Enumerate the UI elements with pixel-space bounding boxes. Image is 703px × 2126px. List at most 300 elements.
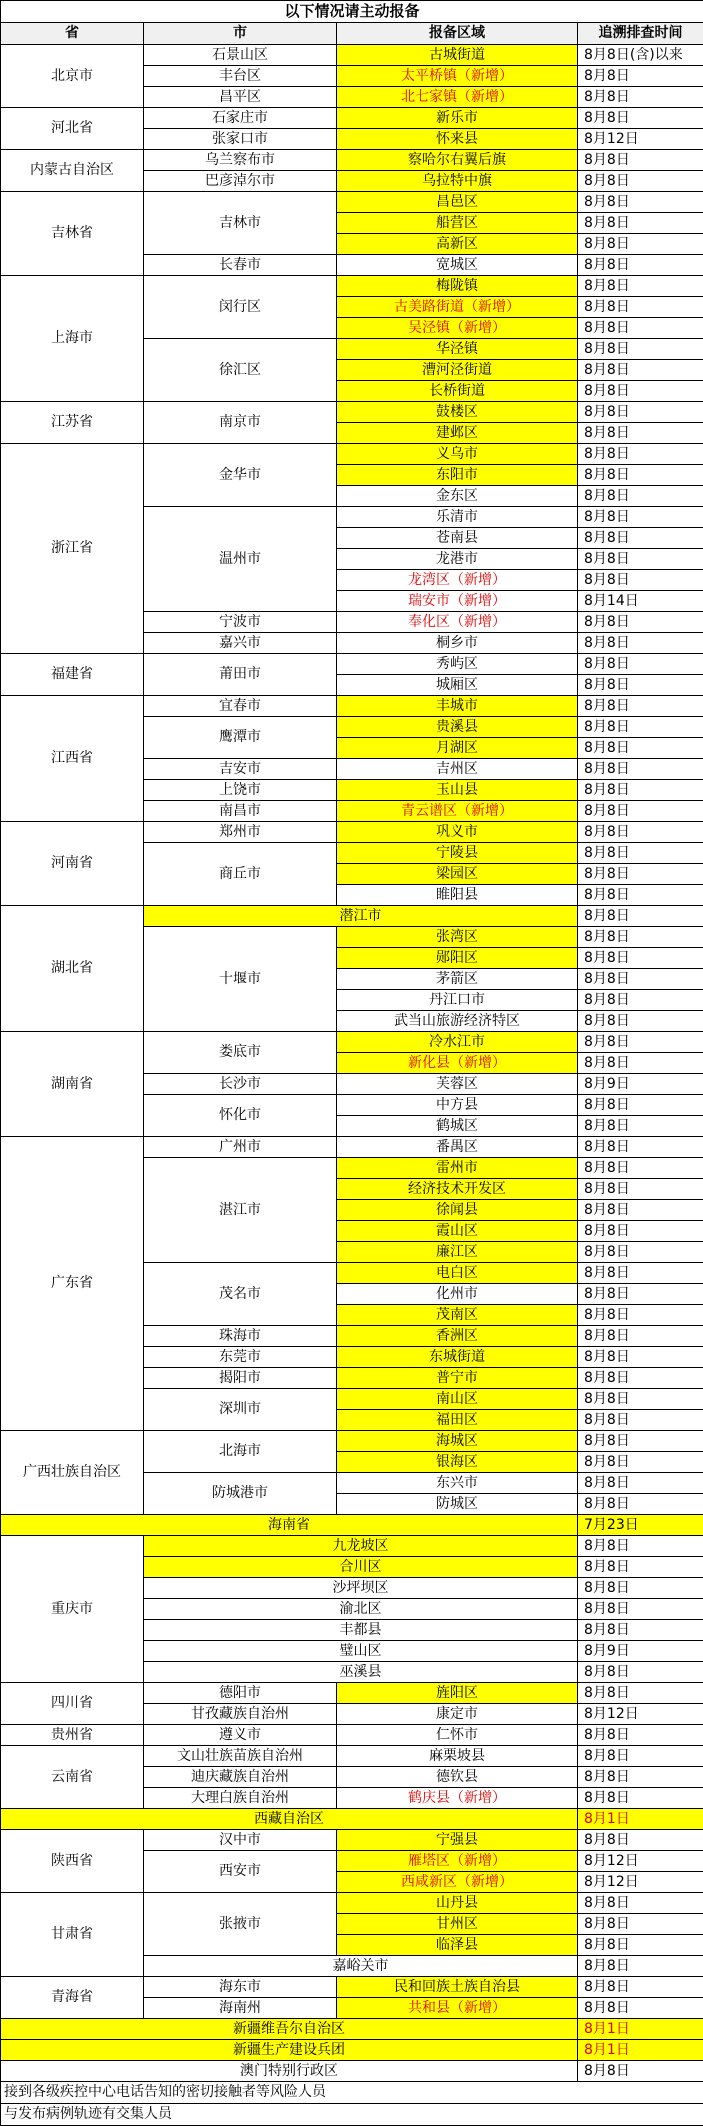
table-row	[1, 150, 703, 171]
header-row	[1, 23, 703, 45]
city-cell: 海东市	[144, 1977, 337, 1998]
city-cell: 南昌市	[144, 801, 337, 822]
table-row	[1, 1683, 703, 1704]
area-cell: 金东区	[337, 486, 578, 507]
time-cell: 8月8日	[578, 906, 703, 927]
area-cell: 梁园区	[337, 864, 578, 885]
table-row	[1, 2061, 703, 2082]
time-cell: 8月8日	[578, 1116, 703, 1137]
page-title: 以下情况请主动报备	[1, 1, 703, 23]
area-cell: 龙湾区（新增）	[337, 570, 578, 591]
time-cell: 8月8日	[578, 213, 703, 234]
time-cell: 8月8日	[578, 1221, 703, 1242]
area-cell: 玉山县	[337, 780, 578, 801]
area-cell: 新乐市	[337, 108, 578, 129]
area-cell: 古美路街道（新增）	[337, 297, 578, 318]
time-cell: 8月8日	[578, 1179, 703, 1200]
area-cell: 宽城区	[337, 255, 578, 276]
table-row	[1, 1893, 703, 1914]
time-cell: 8月8日	[578, 171, 703, 192]
time-cell: 8月8日	[578, 1956, 703, 1977]
area-cell: 昌邑区	[337, 192, 578, 213]
city-cell: 甘孜藏族自治州	[144, 1704, 337, 1725]
time-cell: 8月8日	[578, 297, 703, 318]
table-row	[1, 402, 703, 423]
city-cell: 北海市	[144, 1431, 337, 1473]
city-cell: 金华市	[144, 444, 337, 507]
city-cell: 广州市	[144, 1137, 337, 1158]
province-cell: 陕西省	[1, 1830, 144, 1893]
area-cell: 电白区	[337, 1263, 578, 1284]
table-row	[1, 1032, 703, 1053]
time-cell: 8月8日	[578, 192, 703, 213]
table-row	[1, 1137, 703, 1158]
time-cell: 8月8日(含)以来	[578, 45, 703, 66]
time-cell: 8月12日	[578, 1851, 703, 1872]
time-cell: 8月8日	[578, 360, 703, 381]
time-cell: 8月8日	[578, 1347, 703, 1368]
time-cell: 8月1日	[578, 2019, 703, 2040]
area-cell: 高新区	[337, 234, 578, 255]
time-cell: 8月8日	[578, 402, 703, 423]
city-cell: 娄底市	[144, 1032, 337, 1074]
city-cell: 巴彦淖尔市	[144, 171, 337, 192]
area-cell: 吉州区	[337, 759, 578, 780]
table-row	[1, 444, 703, 465]
time-cell: 8月8日	[578, 486, 703, 507]
city-cell: 吉林市	[144, 192, 337, 255]
city-cell: 湛江市	[144, 1158, 337, 1263]
table-row	[1, 1809, 703, 1830]
time-cell: 8月8日	[578, 1494, 703, 1515]
time-cell: 8月8日	[578, 1410, 703, 1431]
area-cell: 雁塔区（新增）	[337, 1851, 578, 1872]
area-cell: 番禺区	[337, 1137, 578, 1158]
note-text: 与发布病例轨迹有交集人员	[1, 2104, 703, 2126]
city-cell: 石家庄市	[144, 108, 337, 129]
time-cell: 8月8日	[578, 1053, 703, 1074]
time-cell: 8月8日	[578, 1263, 703, 1284]
city-cell: 莆田市	[144, 654, 337, 696]
city-cell: 嘉峪关市	[144, 1956, 578, 1977]
time-cell: 8月8日	[578, 927, 703, 948]
area-cell: 苍南县	[337, 528, 578, 549]
city-cell: 张家口市	[144, 129, 337, 150]
time-cell: 8月8日	[578, 1389, 703, 1410]
area-cell: 中方县	[337, 1095, 578, 1116]
table-row	[1, 276, 703, 297]
city-cell: 闵行区	[144, 276, 337, 339]
city-cell: 石景山区	[144, 45, 337, 66]
time-cell: 8月8日	[578, 1326, 703, 1347]
province-cell: 河南省	[1, 822, 144, 906]
province-cell: 贵州省	[1, 1725, 144, 1746]
time-cell: 8月8日	[578, 843, 703, 864]
province-cell: 河北省	[1, 108, 144, 150]
area-cell: 宁强县	[337, 1830, 578, 1851]
area-cell: 茅箭区	[337, 969, 578, 990]
city-cell: 十堰市	[144, 927, 337, 1032]
area-cell: 康定市	[337, 1704, 578, 1725]
province-cell: 吉林省	[1, 192, 144, 276]
time-cell: 8月8日	[578, 381, 703, 402]
time-cell: 8月8日	[578, 738, 703, 759]
table-row	[1, 192, 703, 213]
table-row	[1, 45, 703, 66]
area-cell: 徐闻县	[337, 1200, 578, 1221]
area-cell: 宁陵县	[337, 843, 578, 864]
time-cell: 8月1日	[578, 1809, 703, 1830]
time-cell: 8月8日	[578, 1746, 703, 1767]
city-cell: 珠海市	[144, 1326, 337, 1347]
time-cell: 8月8日	[578, 1536, 703, 1557]
time-cell: 8月8日	[578, 1431, 703, 1452]
time-cell: 8月8日	[578, 1914, 703, 1935]
area-cell: 香洲区	[337, 1326, 578, 1347]
time-cell: 7月23日	[578, 1515, 703, 1536]
city-cell: 南京市	[144, 402, 337, 444]
area-cell: 西咸新区（新增）	[337, 1872, 578, 1893]
time-cell: 8月8日	[578, 1200, 703, 1221]
time-cell: 8月8日	[578, 1578, 703, 1599]
province-cell: 云南省	[1, 1746, 144, 1809]
area-cell: 月湖区	[337, 738, 578, 759]
province-cell: 浙江省	[1, 444, 144, 654]
city-cell: 九龙坡区	[144, 1536, 578, 1557]
area-cell: 仁怀市	[337, 1725, 578, 1746]
table-row	[1, 1746, 703, 1767]
area-cell: 睢阳县	[337, 885, 578, 906]
time-cell: 8月8日	[578, 1788, 703, 1809]
province-cell: 湖南省	[1, 1032, 144, 1137]
time-cell: 8月8日	[578, 1305, 703, 1326]
time-cell: 8月8日	[578, 108, 703, 129]
area-cell: 北七家镇（新增）	[337, 87, 578, 108]
city-cell: 大理白族自治州	[144, 1788, 337, 1809]
header-area: 报备区域	[337, 23, 578, 45]
city-cell: 丰都县	[144, 1620, 578, 1641]
time-cell: 8月9日	[578, 1074, 703, 1095]
city-cell: 宁波市	[144, 612, 337, 633]
area-cell: 船营区	[337, 213, 578, 234]
time-cell: 8月8日	[578, 780, 703, 801]
province-cell: 甘肃省	[1, 1893, 144, 1977]
time-cell: 8月8日	[578, 1242, 703, 1263]
area-cell: 古城街道	[337, 45, 578, 66]
province-cell: 上海市	[1, 276, 144, 402]
table-row	[1, 906, 703, 927]
province-cell: 北京市	[1, 45, 144, 108]
area-cell: 太平桥镇（新增）	[337, 66, 578, 87]
table-row	[1, 822, 703, 843]
area-cell: 化州市	[337, 1284, 578, 1305]
city-cell: 长沙市	[144, 1074, 337, 1095]
time-cell: 8月8日	[578, 87, 703, 108]
area-cell: 长桥街道	[337, 381, 578, 402]
area-cell: 山丹县	[337, 1893, 578, 1914]
time-cell: 8月8日	[578, 234, 703, 255]
area-cell: 建邺区	[337, 423, 578, 444]
time-cell: 8月8日	[578, 1998, 703, 2019]
time-cell: 8月8日	[578, 654, 703, 675]
time-cell: 8月8日	[578, 549, 703, 570]
time-cell: 8月8日	[578, 717, 703, 738]
province-cell: 江西省	[1, 696, 144, 822]
area-cell: 共和县（新增）	[337, 1998, 578, 2019]
province-cell: 新疆生产建设兵团	[1, 2040, 578, 2061]
time-cell: 8月8日	[578, 1137, 703, 1158]
city-cell: 乌兰察布市	[144, 150, 337, 171]
time-cell: 8月8日	[578, 675, 703, 696]
city-cell: 郑州市	[144, 822, 337, 843]
province-cell: 福建省	[1, 654, 144, 696]
area-cell: 经济技术开发区	[337, 1179, 578, 1200]
area-cell: 雷州市	[337, 1158, 578, 1179]
time-cell: 8月8日	[578, 1452, 703, 1473]
time-cell: 8月8日	[578, 1032, 703, 1053]
area-cell: 冷水江市	[337, 1032, 578, 1053]
area-cell: 东城街道	[337, 1347, 578, 1368]
time-cell: 8月8日	[578, 1935, 703, 1956]
province-cell: 湖北省	[1, 906, 144, 1032]
city-cell: 防城港市	[144, 1473, 337, 1515]
city-cell: 鹰潭市	[144, 717, 337, 759]
city-cell: 德阳市	[144, 1683, 337, 1704]
time-cell: 8月8日	[578, 255, 703, 276]
time-cell: 8月8日	[578, 864, 703, 885]
area-cell: 霞山区	[337, 1221, 578, 1242]
city-cell: 宜春市	[144, 696, 337, 717]
city-cell: 海南州	[144, 1998, 337, 2019]
city-cell: 昌平区	[144, 87, 337, 108]
city-cell: 上饶市	[144, 780, 337, 801]
province-cell: 海南省	[1, 1515, 578, 1536]
table-row	[1, 1536, 703, 1557]
time-cell: 8月8日	[578, 1977, 703, 1998]
area-cell: 新化县（新增）	[337, 1053, 578, 1074]
table-row	[1, 654, 703, 675]
city-cell: 吉安市	[144, 759, 337, 780]
time-cell: 8月8日	[578, 1368, 703, 1389]
province-cell: 内蒙古自治区	[1, 150, 144, 192]
note-row	[1, 2104, 703, 2126]
province-cell: 西藏自治区	[1, 1809, 578, 1830]
area-cell: 华泾镇	[337, 339, 578, 360]
area-cell: 秀屿区	[337, 654, 578, 675]
area-cell: 吴泾镇（新增）	[337, 318, 578, 339]
city-cell: 商丘市	[144, 843, 337, 906]
time-cell: 8月8日	[578, 1011, 703, 1032]
table-row	[1, 1830, 703, 1851]
time-cell: 8月14日	[578, 591, 703, 612]
province-cell: 澳门特别行政区	[1, 2061, 578, 2082]
city-cell: 东莞市	[144, 1347, 337, 1368]
time-cell: 8月8日	[578, 444, 703, 465]
table-row	[1, 1515, 703, 1536]
time-cell: 8月8日	[578, 1557, 703, 1578]
area-cell: 怀来县	[337, 129, 578, 150]
area-cell: 巩义市	[337, 822, 578, 843]
time-cell: 8月8日	[578, 465, 703, 486]
time-cell: 8月8日	[578, 150, 703, 171]
area-cell: 乌拉特中旗	[337, 171, 578, 192]
area-cell: 海城区	[337, 1431, 578, 1452]
table-row	[1, 2040, 703, 2061]
time-cell: 8月8日	[578, 612, 703, 633]
city-cell: 深圳市	[144, 1389, 337, 1431]
city-cell: 潜江市	[144, 906, 578, 927]
area-cell: 廉江区	[337, 1242, 578, 1263]
city-cell: 沙坪坝区	[144, 1578, 578, 1599]
time-cell: 8月12日	[578, 1704, 703, 1725]
area-cell: 东阳市	[337, 465, 578, 486]
time-cell: 8月12日	[578, 129, 703, 150]
time-cell: 8月8日	[578, 696, 703, 717]
time-cell: 8月9日	[578, 1641, 703, 1662]
area-cell: 乐清市	[337, 507, 578, 528]
area-cell: 鼓楼区	[337, 402, 578, 423]
table-row	[1, 108, 703, 129]
time-cell: 8月8日	[578, 2061, 703, 2082]
header-time: 追溯排查时间	[578, 23, 703, 45]
time-cell: 8月8日	[578, 969, 703, 990]
time-cell: 8月8日	[578, 801, 703, 822]
area-cell: 察哈尔右翼后旗	[337, 150, 578, 171]
time-cell: 8月8日	[578, 990, 703, 1011]
city-cell: 揭阳市	[144, 1368, 337, 1389]
city-cell: 汉中市	[144, 1830, 337, 1851]
area-cell: 桐乡市	[337, 633, 578, 654]
time-cell: 8月8日	[578, 1473, 703, 1494]
area-cell: 芙蓉区	[337, 1074, 578, 1095]
city-cell: 遵义市	[144, 1725, 337, 1746]
area-cell: 茂南区	[337, 1305, 578, 1326]
area-cell: 梅陇镇	[337, 276, 578, 297]
area-cell: 贵溪县	[337, 717, 578, 738]
time-cell: 8月8日	[578, 1662, 703, 1683]
area-cell: 丰城市	[337, 696, 578, 717]
area-cell: 甘州区	[337, 1914, 578, 1935]
table-row	[1, 2019, 703, 2040]
province-cell: 四川省	[1, 1683, 144, 1725]
area-cell: 郧阳区	[337, 948, 578, 969]
area-cell: 旌阳区	[337, 1683, 578, 1704]
area-cell: 漕河泾街道	[337, 360, 578, 381]
area-cell: 防城区	[337, 1494, 578, 1515]
city-cell: 西安市	[144, 1851, 337, 1893]
time-cell: 8月8日	[578, 948, 703, 969]
report-table-body	[1, 1, 703, 2126]
time-cell: 8月8日	[578, 1284, 703, 1305]
province-cell: 青海省	[1, 1977, 144, 2019]
time-cell: 8月8日	[578, 1620, 703, 1641]
area-cell: 德钦县	[337, 1767, 578, 1788]
area-cell: 丹江口市	[337, 990, 578, 1011]
time-cell: 8月8日	[578, 570, 703, 591]
area-cell: 银海区	[337, 1452, 578, 1473]
area-cell: 武当山旅游经济特区	[337, 1011, 578, 1032]
city-cell: 丰台区	[144, 66, 337, 87]
province-cell: 广东省	[1, 1137, 144, 1431]
city-cell: 茂名市	[144, 1263, 337, 1326]
table-row	[1, 1431, 703, 1452]
time-cell: 8月8日	[578, 1158, 703, 1179]
area-cell: 奉化区（新增）	[337, 612, 578, 633]
time-cell: 8月8日	[578, 507, 703, 528]
note-row	[1, 2082, 703, 2104]
city-cell: 徐汇区	[144, 339, 337, 402]
time-cell: 8月8日	[578, 423, 703, 444]
time-cell: 8月8日	[578, 885, 703, 906]
area-cell: 张湾区	[337, 927, 578, 948]
area-cell: 南山区	[337, 1389, 578, 1410]
time-cell: 8月8日	[578, 1599, 703, 1620]
table-row	[1, 1977, 703, 1998]
time-cell: 8月8日	[578, 1725, 703, 1746]
time-cell: 8月8日	[578, 276, 703, 297]
table-row	[1, 696, 703, 717]
province-cell: 广西壮族自治区	[1, 1431, 144, 1515]
time-cell: 8月8日	[578, 1767, 703, 1788]
time-cell: 8月8日	[578, 1095, 703, 1116]
city-cell: 渝北区	[144, 1599, 578, 1620]
time-cell: 8月8日	[578, 759, 703, 780]
area-cell: 东兴市	[337, 1473, 578, 1494]
city-cell: 长春市	[144, 255, 337, 276]
area-cell: 福田区	[337, 1410, 578, 1431]
area-cell: 义乌市	[337, 444, 578, 465]
city-cell: 巫溪县	[144, 1662, 578, 1683]
time-cell: 8月8日	[578, 633, 703, 654]
area-cell: 城厢区	[337, 675, 578, 696]
city-cell: 合川区	[144, 1557, 578, 1578]
area-cell: 青云谱区（新增）	[337, 801, 578, 822]
time-cell: 8月12日	[578, 1872, 703, 1893]
city-cell: 温州市	[144, 507, 337, 612]
area-cell: 普宁市	[337, 1368, 578, 1389]
city-cell: 张掖市	[144, 1893, 337, 1956]
city-cell: 迪庆藏族自治州	[144, 1767, 337, 1788]
time-cell: 8月8日	[578, 528, 703, 549]
header-province: 省	[1, 23, 144, 45]
area-cell: 鹤庆县（新增）	[337, 1788, 578, 1809]
province-cell: 重庆市	[1, 1536, 144, 1683]
city-cell: 怀化市	[144, 1095, 337, 1137]
header-city: 市	[144, 23, 337, 45]
area-cell: 鹤城区	[337, 1116, 578, 1137]
time-cell: 8月8日	[578, 66, 703, 87]
area-cell: 瑞安市（新增）	[337, 591, 578, 612]
time-cell: 8月8日	[578, 339, 703, 360]
city-cell: 文山壮族苗族自治州	[144, 1746, 337, 1767]
city-cell: 嘉兴市	[144, 633, 337, 654]
time-cell: 8月8日	[578, 1893, 703, 1914]
area-cell: 龙港市	[337, 549, 578, 570]
area-cell: 民和回族土族自治县	[337, 1977, 578, 1998]
area-cell: 临泽县	[337, 1935, 578, 1956]
time-cell: 8月8日	[578, 318, 703, 339]
note-text: 接到各级疾控中心电话告知的密切接触者等风险人员	[1, 2082, 703, 2104]
area-cell: 麻栗坡县	[337, 1746, 578, 1767]
city-cell: 璧山区	[144, 1641, 578, 1662]
time-cell: 8月8日	[578, 1830, 703, 1851]
province-cell: 江苏省	[1, 402, 144, 444]
time-cell: 8月1日	[578, 2040, 703, 2061]
table-row	[1, 1725, 703, 1746]
time-cell: 8月8日	[578, 1683, 703, 1704]
time-cell: 8月8日	[578, 822, 703, 843]
province-cell: 新疆维吾尔自治区	[1, 2019, 578, 2040]
